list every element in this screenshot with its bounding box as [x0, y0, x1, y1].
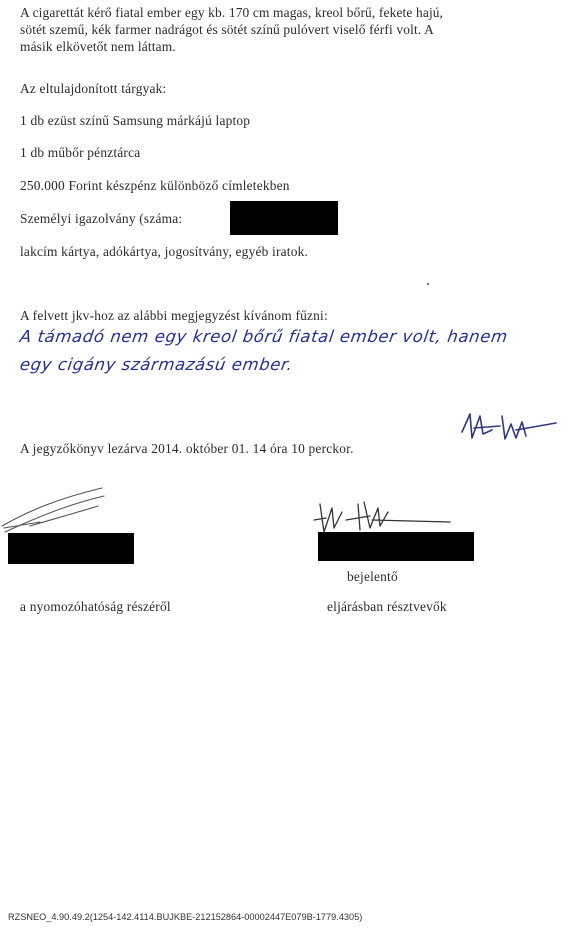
right-signature-caption: eljárásban résztvevők [327, 599, 447, 614]
items-heading: Az eltulajdonított tárgyak: [20, 81, 167, 96]
redaction-id-number [230, 201, 338, 235]
statement-line-1: A cigarettát kérő fiatal ember egy kb. 170 cm magas, kreol bőrű, fekete hajú, [20, 5, 444, 20]
item-wallet: 1 db műbőr pénztárca [20, 145, 141, 160]
redaction-left-signature-name [8, 533, 134, 564]
item-cash: 250.000 Forint készpénz különböző címletekben [20, 178, 290, 193]
right-signature-role: bejelentő [347, 569, 398, 584]
handwritten-remark-line-1: A támadó nem egy kreol bőrű fiatal ember volt, hanem [18, 327, 510, 346]
closing-signature [456, 408, 566, 448]
redaction-right-signature-name [318, 532, 474, 561]
stray-dot [427, 283, 429, 285]
statement-paragraph [20, 4, 575, 55]
remark-heading: A felvett jkv-hoz az alábbi megjegyzést kívánom fűzni: [20, 308, 328, 323]
item-id-card: Személyi igazolvány (száma: [20, 211, 183, 226]
item-laptop: 1 db ezüst színű Samsung márkájú laptop [20, 113, 251, 128]
left-signature-caption: a nyomozóhatóság részéről [20, 599, 171, 614]
handwritten-remark-line-2: egy cigány származású ember. [18, 355, 295, 374]
left-signature [0, 486, 120, 536]
item-documents: lakcím kártya, adókártya, jogosítvány, egyéb iratok. [20, 244, 309, 259]
statement-line-2: sötét szemű, kék farmer nadrágot és sötét színű pulóvert viselő férfi volt. A [20, 22, 434, 37]
closing-line: A jegyzőkönyv lezárva 2014. október 01. 14 óra 10 perckor. [20, 441, 354, 456]
statement-line-3: másik elkövetőt nem láttam. [20, 39, 176, 54]
footer-code: RZSNEO_4.90.49.2(1254-142.4114.BUJKBE-212152864-00002447E079B-1779.4305) [8, 912, 363, 922]
